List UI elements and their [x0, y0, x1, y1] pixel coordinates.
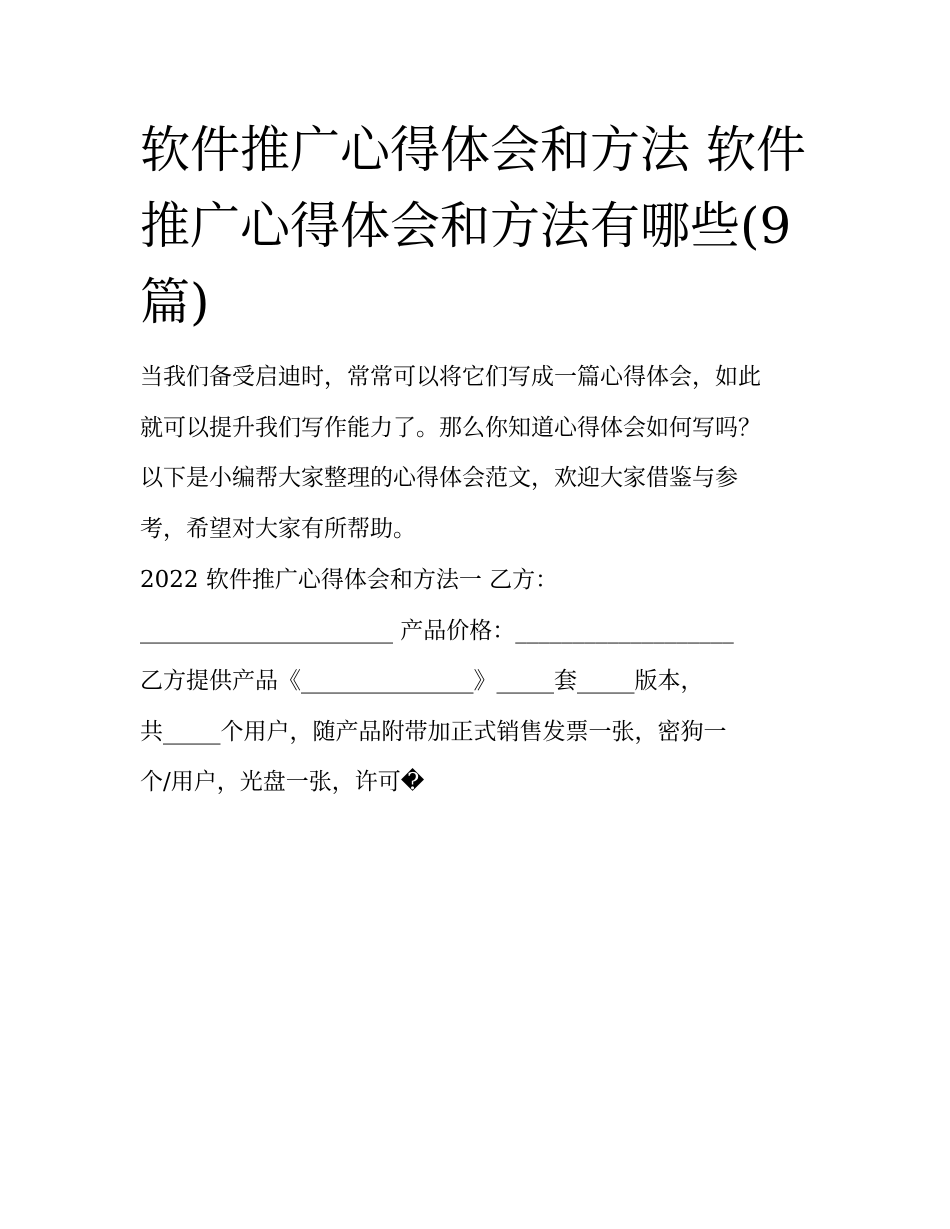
intro-line: 以下是小编帮大家整理的心得体会范文，欢迎大家借鉴与参: [140, 465, 738, 492]
product-fill-line: 乙方提供产品《_______________》_____套_____版本，: [140, 668, 704, 695]
intro-line: 就可以提升我们写作能力了。那么你知道心得体会如何写吗？: [140, 414, 761, 441]
users-fill-line: 共_____个用户，随产品附带加正式销售发票一张，密狗一: [140, 718, 727, 745]
section-heading-line: 2022 软件推广心得体会和方法一 乙方：: [140, 567, 559, 593]
document-title: [140, 112, 820, 340]
title-line: 篇): [140, 273, 210, 331]
contract-section: [140, 555, 830, 808]
title-line: 软件推广心得体会和方法 软件: [140, 121, 806, 179]
title-line: 推广心得体会和方法有哪些(9: [140, 197, 792, 255]
intro-line: 当我们备受启迪时，常常可以将它们写成一篇心得体会，如此: [140, 364, 761, 390]
license-line: 个/用户，光盘一张，许可�: [140, 769, 425, 796]
intro-paragraph: [140, 352, 830, 554]
intro-line: 考，希望对大家有所帮助。: [140, 515, 416, 542]
price-fill-line: ______________________ 产品价格：___________________: [140, 617, 734, 644]
